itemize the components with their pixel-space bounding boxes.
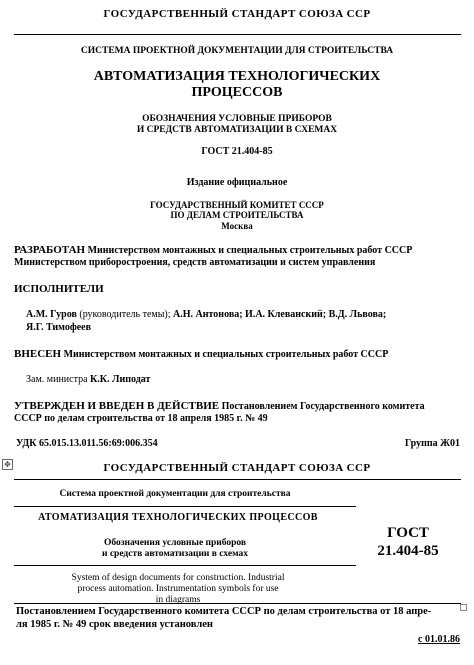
other-executors: А.Н. Антонова; И.А. Клеванский; В.Д. Львова; — [173, 309, 387, 320]
gost-box-line2: 21.404-85 — [377, 543, 439, 559]
effective-date: с 01.01.86 — [418, 634, 460, 645]
executors-line1 — [26, 308, 466, 321]
main-title-line2: ПРОЦЕССОВ — [191, 85, 283, 100]
designation-title — [0, 538, 350, 560]
approved-text: Постановлением Государственного комитета — [219, 401, 425, 412]
english-line3: in diagrams — [155, 595, 201, 605]
developed-section — [14, 244, 469, 269]
deputy-minister — [26, 373, 150, 386]
developed-line1 — [14, 244, 469, 257]
approved-label: УТВЕРЖДЕН И ВВЕДЕН В ДЕЙСТВИЕ — [14, 400, 220, 412]
decree-divider — [14, 603, 461, 604]
decree-line2: ля 1985 г. № 49 срок введения установлен — [16, 619, 213, 630]
lead-role: (руководитель темы); — [76, 309, 174, 320]
developed-text: Министерством монтажных и специальных строительных работ СССР — [85, 245, 413, 256]
english-title — [0, 573, 356, 606]
developed-line2: Министерством приборостроения, средств автоматизации и систем управления — [14, 257, 376, 268]
subtitle — [0, 114, 474, 136]
main-title-line1: АВТОМАТИЗАЦИЯ ТЕХНОЛОГИЧЕСКИХ — [93, 69, 381, 84]
automation-title: АТОМАТИЗАЦИЯ ТЕХНОЛОГИЧЕСКИХ ПРОЦЕССОВ — [38, 512, 318, 523]
second-header-divider — [14, 479, 461, 480]
header-divider — [14, 34, 461, 35]
lead-name: А.М. Гуров — [26, 309, 77, 320]
main-title — [0, 69, 474, 101]
deputy-name: К.К. Липодат — [90, 374, 151, 385]
system-title: СИСТЕМА ПРОЕКТНОЙ ДОКУМЕНТАЦИИ ДЛЯ СТРОИТЕЛЬСТВА — [80, 46, 394, 56]
committee — [0, 200, 474, 220]
subtitle-line2: И СРЕДСТВ АВТОМАТИЗАЦИИ В СХЕМАХ — [136, 125, 338, 135]
decree-text — [16, 605, 466, 631]
executor-timofeev: Я.Г. Тимофеев — [26, 322, 92, 333]
second-standard-header: ГОСУДАРСТВЕННЫЙ СТАНДАРТ СОЮЗА ССР — [103, 462, 371, 474]
designation-line1: Обозначения условные приборов — [103, 538, 247, 548]
english-line1: System of design documents for construction. Industrial — [71, 573, 285, 583]
executors-label — [14, 283, 104, 296]
executors-list — [26, 308, 466, 334]
designation-divider — [14, 565, 356, 566]
standard-header: ГОСУДАРСТВЕННЫЙ СТАНДАРТ СОЮЗА ССР — [103, 8, 371, 20]
introduced-section — [14, 348, 388, 361]
decree-line1: Постановлением Государственного комитета СССР по делам строительства от 18 апре- — [16, 606, 432, 617]
approved-section — [14, 400, 469, 425]
designation-line2: и средств автоматизации в схемах — [101, 549, 249, 559]
system-divider — [14, 506, 356, 507]
approved-line1 — [14, 400, 469, 413]
subtitle-line1: ОБОЗНАЧЕНИЯ УСЛОВНЫЕ ПРИБОРОВ — [142, 114, 332, 124]
second-system-title: Система проектной документации для строительства — [59, 489, 291, 499]
executors-line2 — [26, 321, 466, 334]
udk-code: УДК 65.015.13.011.56:69:006.354 — [16, 438, 158, 449]
english-line2: process automation. Instrumentation symbols for use — [77, 584, 279, 594]
city: Москва — [221, 221, 253, 231]
gost-number: ГОСТ 21.404-85 — [201, 146, 273, 157]
committee-line1: ГОСУДАРСТВЕННЫЙ КОМИТЕТ СССР — [150, 200, 324, 210]
developed-label: РАЗРАБОТАН — [14, 244, 86, 256]
executors-label-text: ИСПОЛНИТЕЛИ — [14, 283, 104, 295]
edition-label: Издание официальное — [186, 177, 288, 188]
introduced-label: ВНЕСЕН — [14, 348, 62, 360]
group-code: Группа Ж01 — [404, 438, 460, 449]
gost-box — [358, 524, 458, 560]
gost-box-line1: ГОСТ — [387, 525, 429, 541]
introduced-text: Министерством монтажных и специальных строительных работ СССР — [61, 349, 389, 360]
approved-line2: СССР по делам строительства от 18 апреля 1985 г. № 49 — [14, 413, 268, 424]
deputy-role: Зам. министра — [26, 374, 91, 385]
committee-line2: ПО ДЕЛАМ СТРОИТЕЛЬСТВА — [170, 210, 304, 220]
move-anchor-icon[interactable]: ✥ — [2, 459, 13, 470]
